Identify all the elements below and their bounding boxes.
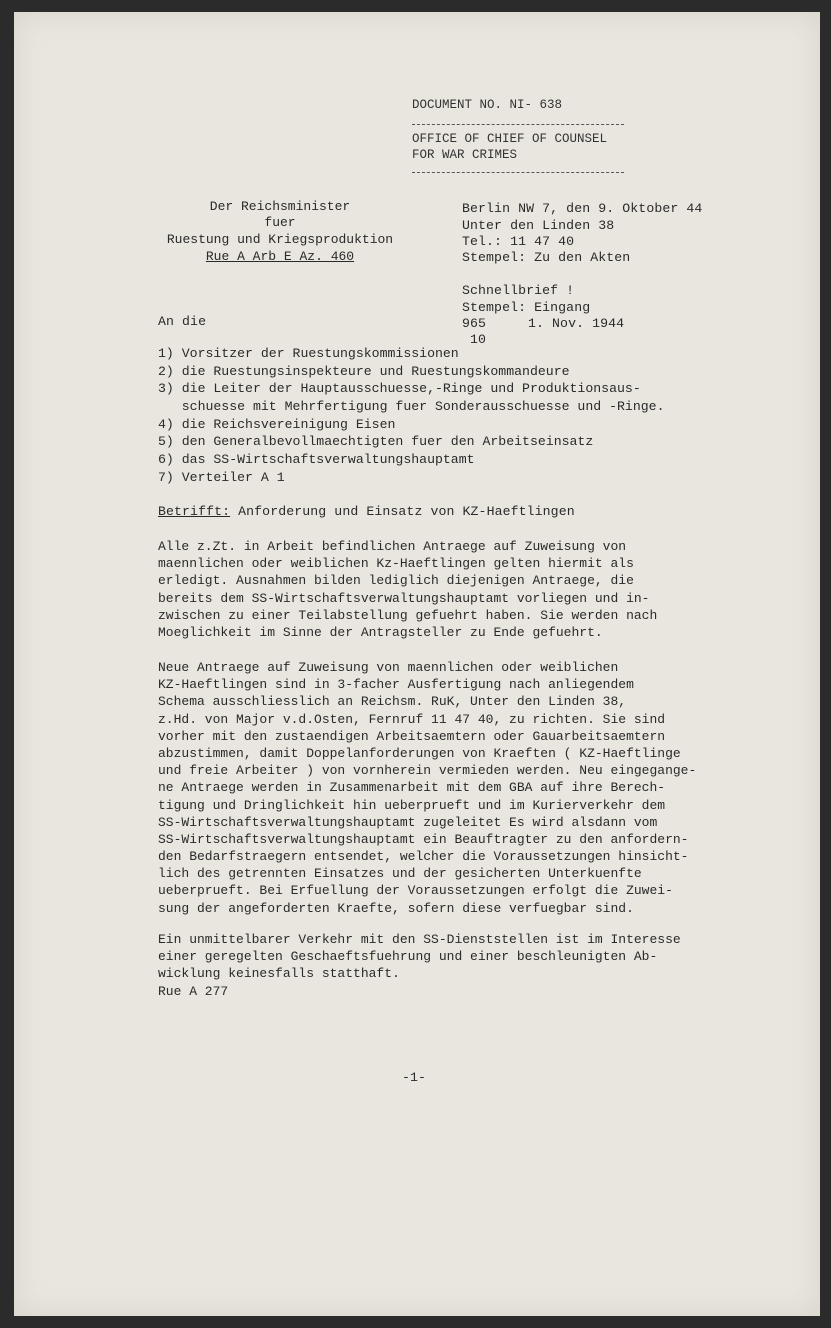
list-item: 5) den Generalbevollmaechtigten fuer den Arbeitseinsatz — [158, 434, 594, 450]
sender-reference — [140, 249, 420, 264]
paragraph-line: KZ-Haeftlingen sind in 3-facher Ausfertigung nach anliegendem — [158, 677, 634, 693]
sender-line-1: Der Reichsminister — [209, 199, 351, 214]
paragraph-line: zwischen zu einer Teilabstellung gefuehrt haben. Sie werden nach — [158, 607, 658, 623]
paragraph-line: sung der angeforderten Kraefte, sofern diese verfuegbar sind. — [158, 900, 634, 916]
recipient-intro: An die — [158, 314, 207, 329]
paragraph-3 — [158, 932, 758, 1001]
list-item: schuesse mit Mehrfertigung fuer Sonderausschuesse und -Ringe. — [158, 399, 665, 415]
paragraph-line: und freie Arbeiter ) von vornherein vermieden werden. Neu eingegange- — [158, 763, 697, 779]
paragraph-2 — [158, 660, 758, 918]
paragraph-line: erledigt. Ausnahmen bilden lediglich diejenigen Antraege, die — [158, 573, 634, 589]
paragraph-1 — [158, 539, 758, 642]
schnellbrief-label: Schnellbrief ! — [462, 283, 575, 298]
document-number: DOCUMENT NO. NI- 638 — [412, 98, 563, 112]
stamp-number-sub: 10 — [470, 332, 487, 347]
paragraph-line: maennlichen oder weiblichen Kz-Haeftlingen gelten hiermit als — [158, 556, 634, 572]
paragraph-line: lich des getrennten Einsatzes und der gesicherten Unterkuenfte — [158, 866, 642, 882]
paragraph-line: ne Antraege werden in Zusammenarbeit mit dem GBA auf ihre Berech- — [158, 780, 666, 796]
stamp-number: 965 — [462, 316, 487, 331]
office-line-1: OFFICE OF CHIEF OF COUNSEL — [412, 132, 608, 146]
place-date-line-2: Unter den Linden 38 — [462, 218, 615, 233]
sender-line-3: Ruestung und Kriegsproduktion — [166, 232, 394, 247]
paragraph-line: tigung und Dringlichkeit hin ueberprueft und im Kurierverkehr dem — [158, 797, 666, 813]
paragraph-line: Schema ausschliesslich an Reichsm. RuK, Unter den Linden 38, — [158, 694, 627, 710]
footer-reference: Rue A 277 — [158, 983, 229, 999]
paragraph-line: vorher mit den zustaendigen Arbeitsaemtern oder Gauarbeitsaemtern — [158, 728, 666, 744]
paragraph-line: wicklung keinesfalls statthaft. — [158, 966, 400, 982]
paragraph-line: SS-Wirtschaftsverwaltungshauptamt zugeleitet Es wird alsdann vom — [158, 814, 658, 830]
place-date-line-4: Stempel: Zu den Akten — [462, 250, 631, 265]
subject-text: Anforderung und Einsatz von KZ-Haeftlingen — [230, 504, 575, 519]
sender-reference-text: Rue A Arb E Az. 460 — [205, 249, 355, 264]
paragraph-line: einer geregelten Geschaeftsfuehrung und einer beschleunigten Ab- — [158, 949, 658, 965]
place-date-line-1: Berlin NW 7, den 9. Oktober 44 — [462, 201, 703, 216]
place-date-line-3: Tel.: 11 47 40 — [462, 234, 575, 249]
page-number: -1- — [402, 1070, 427, 1085]
paragraph-line: abzustimmen, damit Doppelanforderungen von Kraeften ( KZ-Haeftlinge — [158, 745, 681, 761]
list-item: 3) die Leiter der Hauptausschuesse,-Ringe und Produktionsaus- — [158, 381, 641, 397]
list-item: 1) Vorsitzer der Ruestungskommissionen — [158, 346, 459, 361]
paragraph-line: Moeglichkeit im Sinne der Antragsteller zu Ende gefuehrt. — [158, 624, 603, 640]
list-item: 2) die Ruestungsinspekteure und Ruestungskommandeure — [158, 363, 570, 379]
paragraph-line: Neue Antraege auf Zuweisung von maennlichen oder weiblichen — [158, 660, 619, 675]
paragraph-line: z.Hd. von Major v.d.Osten, Fernruf 11 47 40, zu richten. Sie sind — [158, 711, 666, 727]
header-rule-top — [412, 124, 624, 125]
paragraph-line: den Bedarfstraegern entsendet, welcher die Voraussetzungen hinsicht- — [158, 849, 689, 865]
list-item: 6) das SS-Wirtschaftsverwaltungshauptamt — [158, 452, 475, 468]
stamp-eingang: Stempel: Eingang — [462, 300, 591, 315]
header-rule-bottom — [412, 172, 624, 173]
paragraph-line: bereits dem SS-Wirtschaftsverwaltungshauptamt vorliegen und in- — [158, 590, 650, 606]
paragraph-line: Alle z.Zt. in Arbeit befindlichen Antraege auf Zuweisung von — [158, 539, 627, 554]
sender-line-2: fuer — [264, 215, 296, 230]
recipient-list — [158, 346, 758, 488]
subject-line — [158, 504, 575, 519]
list-item: 7) Verteiler A 1 — [158, 469, 285, 485]
office-line-2: FOR WAR CRIMES — [412, 148, 518, 162]
subject-label: Betrifft: — [158, 504, 231, 519]
paragraph-line: Ein unmittelbarer Verkehr mit den SS-Dienststellen ist im Interesse — [158, 932, 681, 947]
paragraph-line: ueberprueft. Bei Erfuellung der Voraussetzungen erfolgt die Zuwei- — [158, 883, 673, 899]
list-item: 4) die Reichsvereinigung Eisen — [158, 416, 396, 432]
stamp-date: 1. Nov. 1944 — [528, 316, 625, 331]
paragraph-line: SS-Wirtschaftsverwaltungshauptamt ein Beauftragter zu den anfordern- — [158, 831, 689, 847]
